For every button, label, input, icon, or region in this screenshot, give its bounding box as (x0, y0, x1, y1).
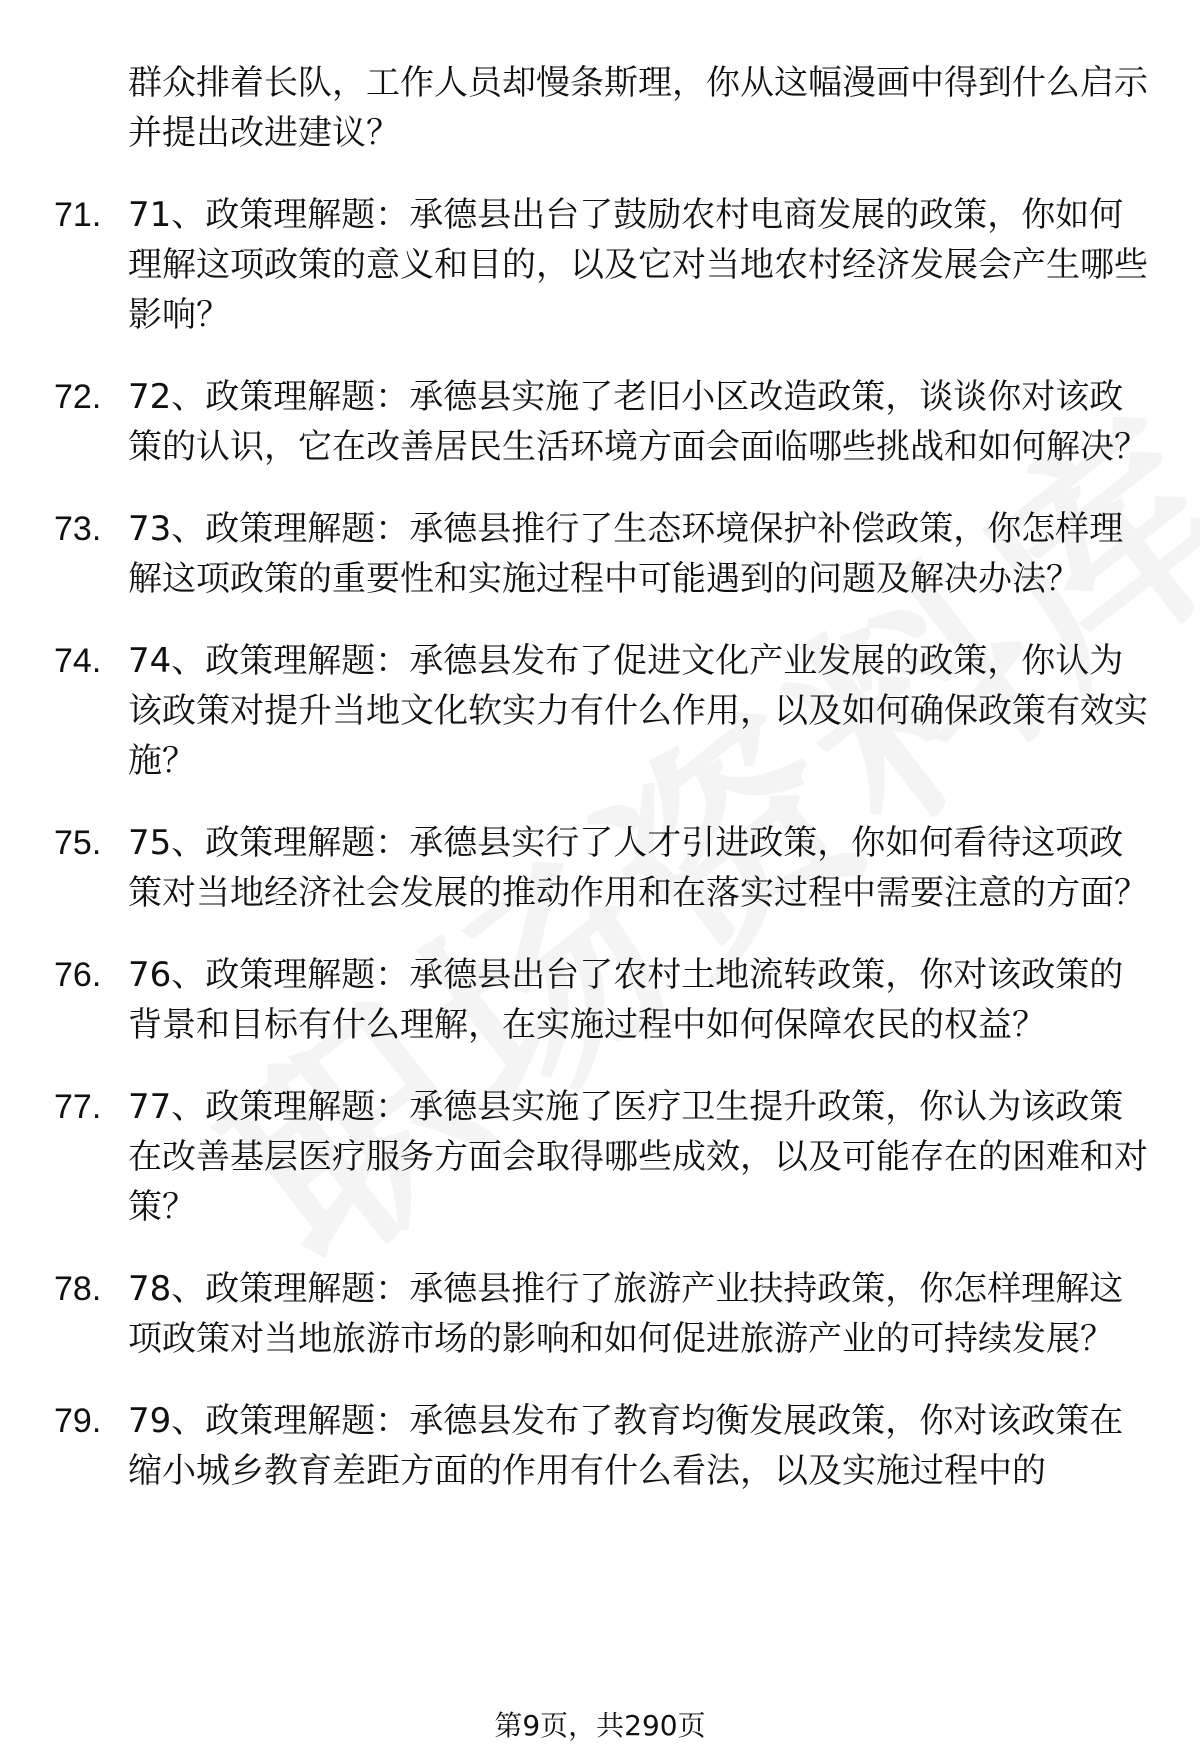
item-number: 79. (54, 1402, 102, 1440)
page-number-footer: 第9页，共290页 (494, 1709, 706, 1742)
continued-question-text: 群众排着长队，工作人员却慢条斯理，你从这幅漫画中得到什么启示并提出改进建议？ (128, 63, 1148, 153)
item-number: 77. (54, 1088, 102, 1126)
item-text: 71、政策理解题：承德县出台了鼓励农村电商发展的政策，你如何理解这项政策的意义和目的，以及它对当地农村经济发展会产生哪些影响？ (128, 195, 1148, 335)
question-list (0, 58, 1200, 1496)
item-text: 77、政策理解题：承德县实施了医疗卫生提升政策，你认为该政策在改善基层医疗服务方面会取得哪些成效，以及可能存在的困难和对策？ (128, 1087, 1148, 1227)
item-text: 74、政策理解题：承德县发布了促进文化产业发展的政策，你认为该政策对提升当地文化软实力有什么作用，以及如何确保政策有效实施？ (128, 641, 1148, 781)
item-number: 76. (54, 956, 102, 994)
item-text: 73、政策理解题：承德县推行了生态环境保护补偿政策，你怎样理解这项政策的重要性和实施过程中可能遇到的问题及解决办法？ (128, 509, 1124, 599)
item-text: 78、政策理解题：承德县推行了旅游产业扶持政策，你怎样理解这项政策对当地旅游市场的影响和如何促进旅游产业的可持续发展？ (128, 1269, 1124, 1359)
list-item (0, 372, 1200, 472)
item-number: 78. (54, 1270, 102, 1308)
item-number: 72. (54, 378, 102, 416)
list-item (0, 950, 1200, 1050)
item-number: 74. (54, 642, 102, 680)
item-text: 79、政策理解题：承德县发布了教育均衡发展政策，你对该政策在缩小城乡教育差距方面的作用有什么看法，以及实施过程中的 (128, 1401, 1124, 1491)
item-number: 71. (54, 196, 102, 234)
list-item (0, 1082, 1200, 1232)
item-number: 75. (54, 824, 102, 862)
list-item (0, 1396, 1200, 1496)
list-item (0, 818, 1200, 918)
item-text: 72、政策理解题：承德县实施了老旧小区改造政策，谈谈你对该政策的认识，它在改善居民生活环境方面会面临哪些挑战和如何解决？ (128, 377, 1148, 467)
list-item (0, 636, 1200, 786)
item-number: 73. (54, 510, 102, 548)
list-item (0, 1264, 1200, 1364)
list-item (0, 504, 1200, 604)
item-text: 75、政策理解题：承德县实行了人才引进政策，你如何看待这项政策对当地经济社会发展的推动作用和在落实过程中需要注意的方面？ (128, 823, 1148, 913)
item-text: 76、政策理解题：承德县出台了农村土地流转政策，你对该政策的背景和目标有什么理解，在实施过程中如何保障农民的权益？ (128, 955, 1124, 1045)
list-item (0, 190, 1200, 340)
